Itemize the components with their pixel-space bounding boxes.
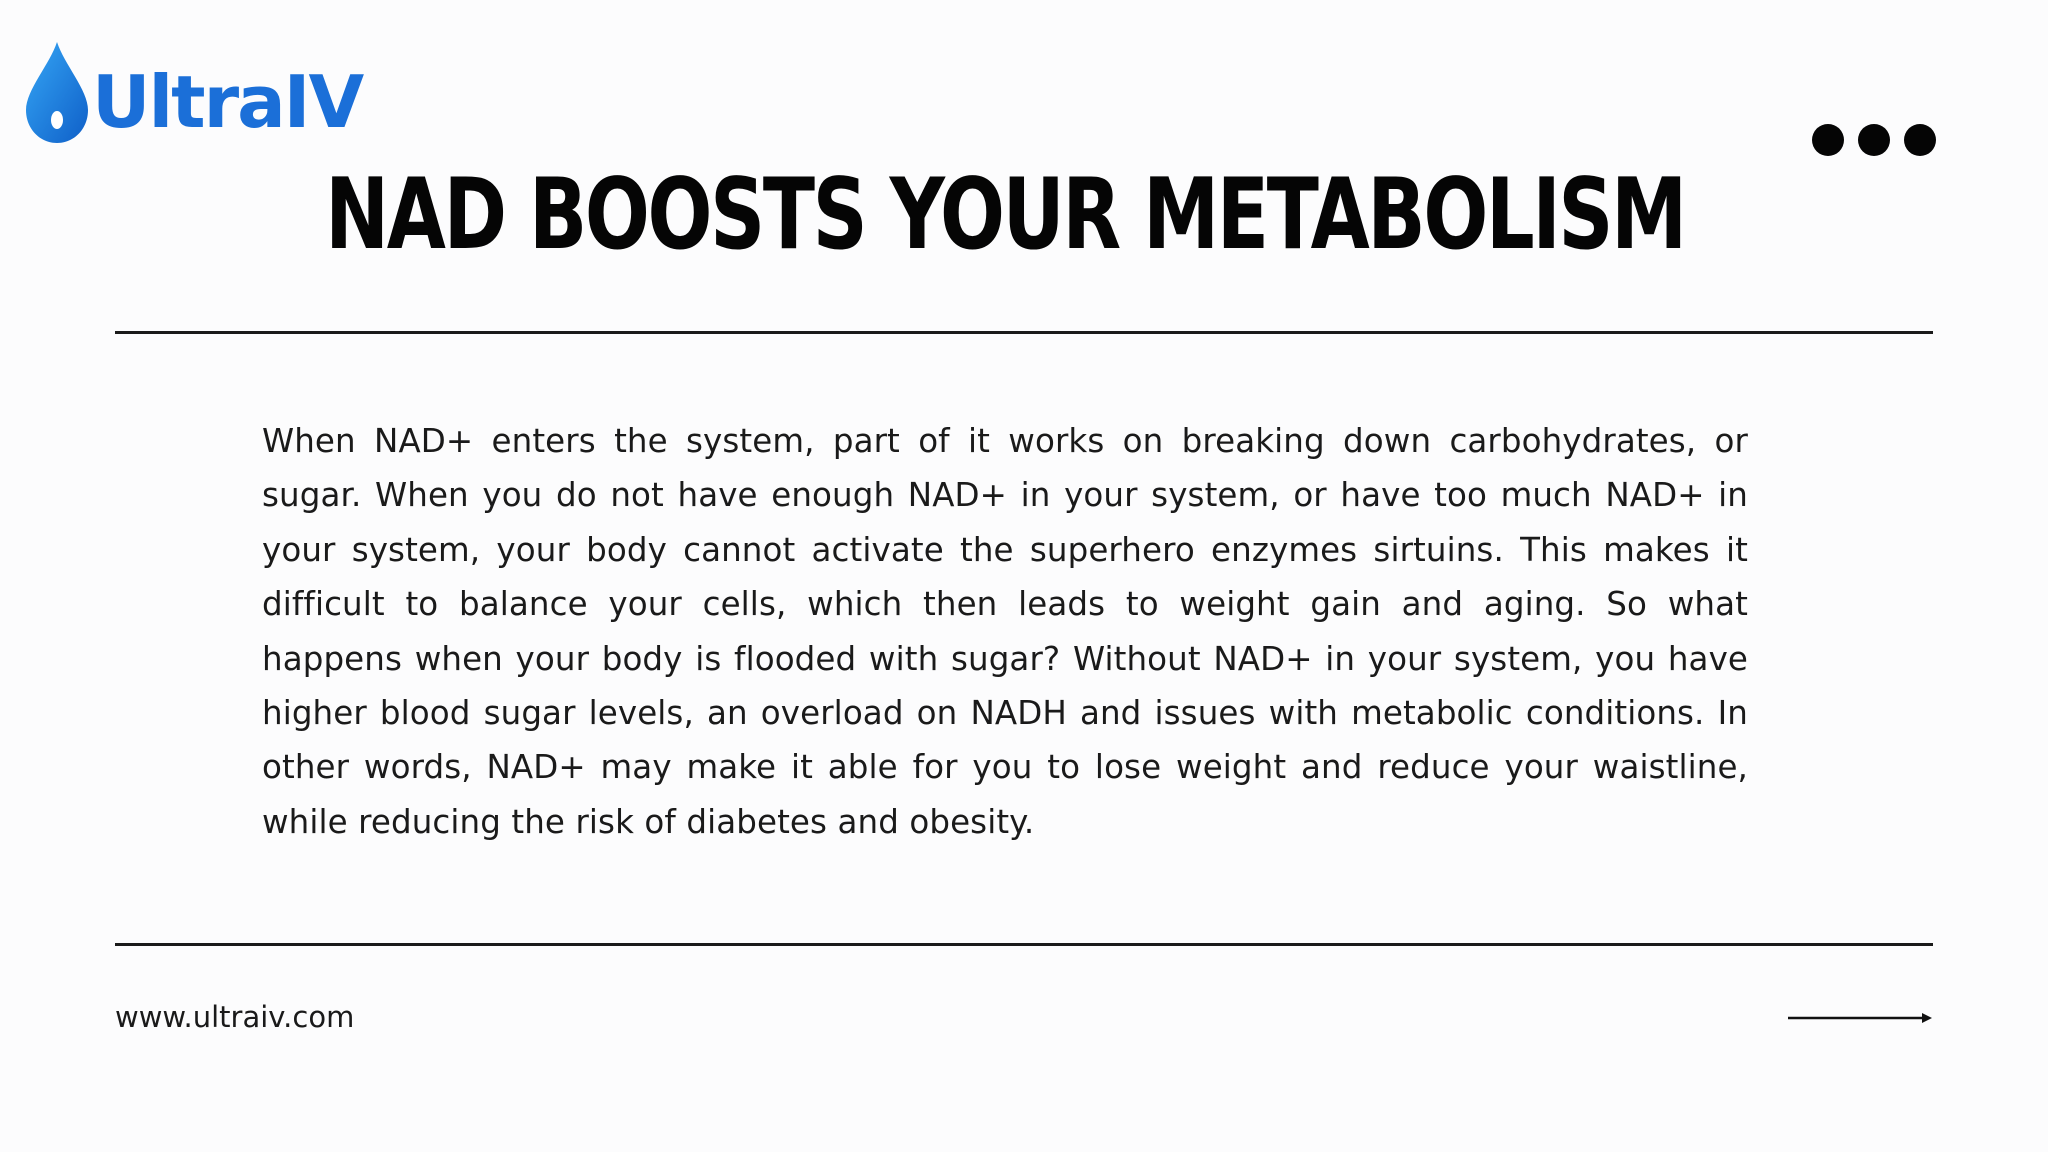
dot (1812, 124, 1844, 156)
brand-logo (20, 36, 362, 146)
body-paragraph: When NAD+ enters the system, part of it works on breaking down carbohydrates, or sugar. When you do not have enough NAD+ in your system, or have too much NAD+ in your system, your body cannot activate the superhero enzymes sirtuins. This makes it difficult to balance your cells, which then leads to weight gain and aging. So what happens when your body is flooded with sugar? Without NAD+ in your system, you have higher blood sugar levels, an overload on NADH and issues with metabolic conditions. In other words, NAD+ may make it able for you to lose weight and reduce your waistline, while reducing the risk of diabetes and obesity. (262, 422, 1748, 841)
more-dots-icon[interactable] (1812, 124, 1936, 156)
arrow-right-icon[interactable] (1788, 1010, 1934, 1026)
page-title: NAD BOOSTS YOUR METABOLISM (325, 158, 1685, 272)
dot (1904, 124, 1936, 156)
water-drop-icon (20, 40, 94, 146)
website-link[interactable]: www.ultraiv.com (115, 1000, 355, 1034)
top-divider (115, 331, 1933, 334)
dot (1858, 124, 1890, 156)
bottom-divider (115, 943, 1933, 946)
logo-text: UltraIV (92, 60, 363, 144)
